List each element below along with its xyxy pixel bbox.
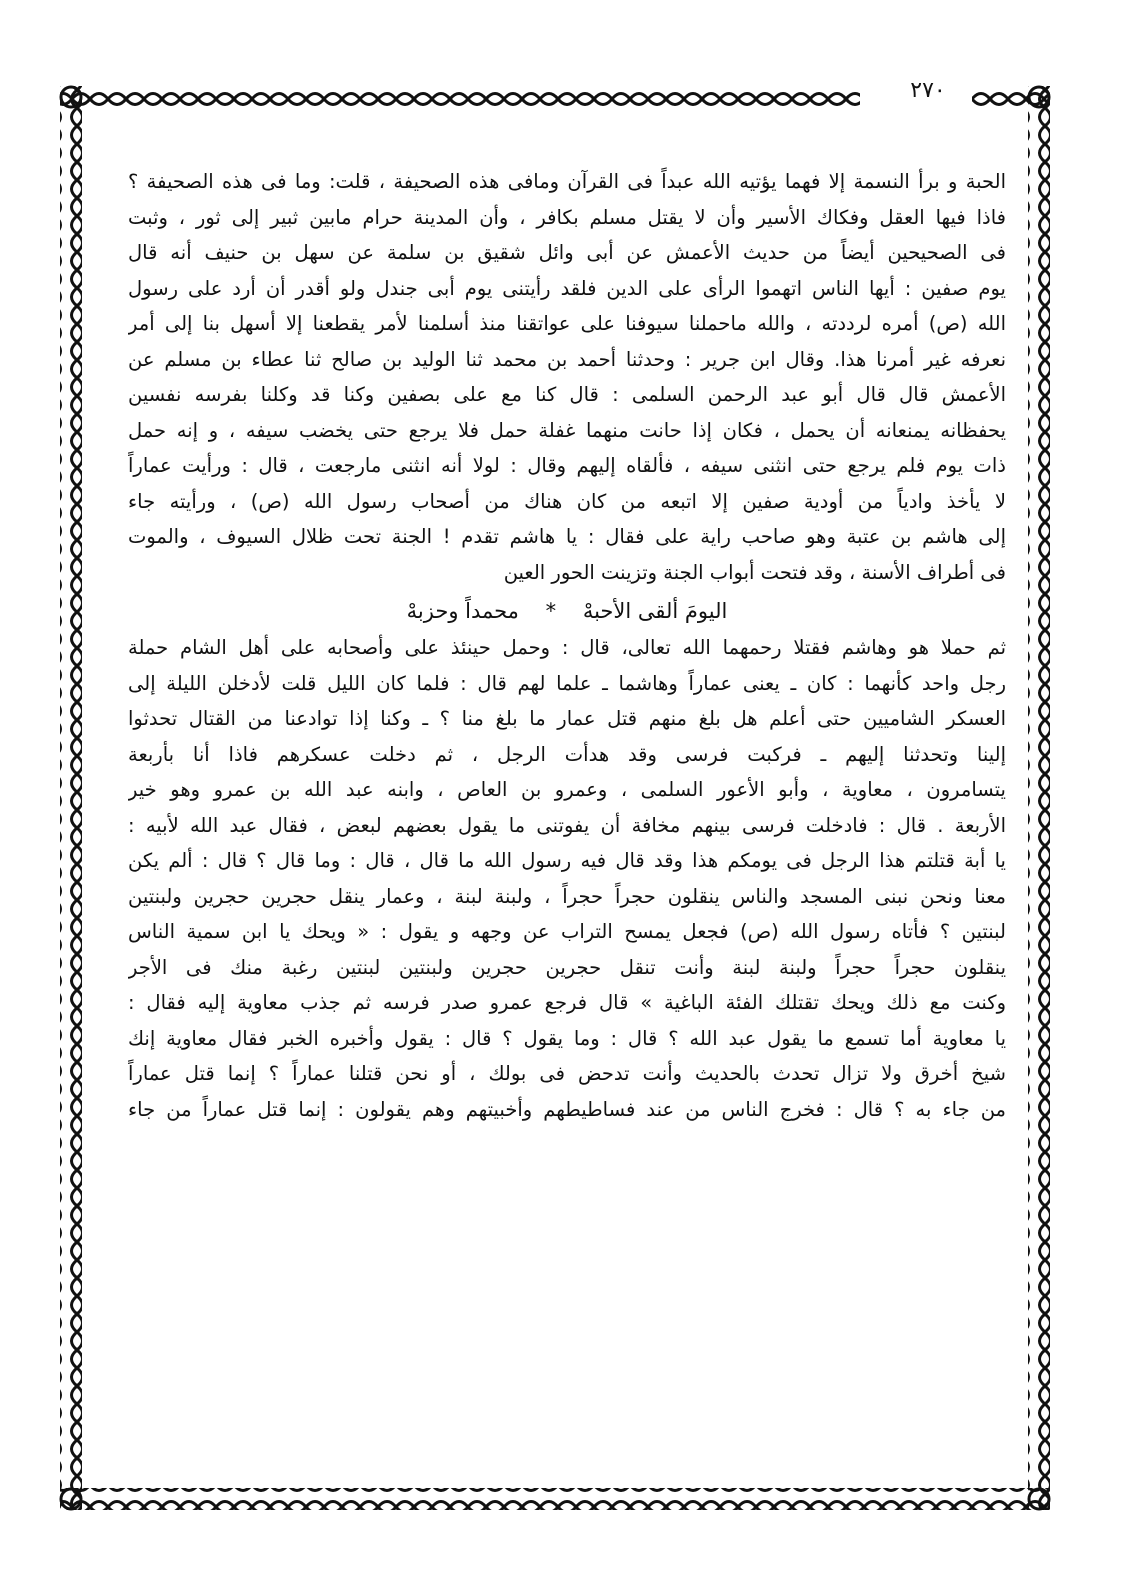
text-line: لبنتين ؟ فأتاه رسول الله (ص) فجعل يمسح التراب عن وجهه و يقول : « ويحك يا ابن سمية الناس xyxy=(128,920,1006,943)
text-line: العسكر الشاميين حتى أعلم هل بلغ منهم قتل عمار ما بلغ منا ؟ ـ وكنا إذا توادعنا من القتال تحدثوا xyxy=(128,707,1006,730)
verse-second-half: محمداً وحزبهْ xyxy=(406,599,519,623)
verse-separator: * xyxy=(545,599,557,623)
text-line: إلينا وتحدثنا إليهم ـ فركبت فرسى وقد هدأت الرجل ، ثم دخلت عسكرهم فاذا أنا بأربعة xyxy=(128,742,1006,766)
text-line: يحفظانه يمنعانه أن يحمل ، فكان إذا حانت منهما غفلة حمل فلا يرجع حتى يخضب سيفه ، و إنه حمل xyxy=(128,418,1006,442)
text-line: يوم صفين : أيها الناس اتهموا الرأى على الدين فلقد رأيتنى يوم أبى جندل ولو أقدر أن أرد على رسول xyxy=(128,276,1006,300)
text-line: ذات يوم فلم يرجع حتى انثنى سيفه ، فألقاه إليهم وقال : لولا أنه انثنى مارجعت ، قال : ورأيت عماراً xyxy=(128,454,1006,477)
text-line: يتسامرون ، معاوية ، وأبو الأعور السلمى ، وعمرو بن العاص ، وابنه عبد الله بن عمرو وهو خير xyxy=(128,778,1006,801)
text-line: يا أبة قتلتم هذا الرجل فى يومكم هذا وقد قال فيه رسول الله ما قال ، قال : وما قال ؟ قال : ألم يكن xyxy=(128,849,1006,872)
text-line: رجل واحد كأنهما : كان ـ يعنى عماراً وهاشما ـ علما لهم قال : فلما كان الليل قلت لأدخلن الليلة إلى xyxy=(128,671,1006,695)
page-body-text xyxy=(128,164,1006,1564)
text-line: الحبة و برأ النسمة إلا فهما يؤتيه الله عبداً فى القرآن ومافى هذه الصحيفة ، قلت: وما فى هذه الصحيفة ؟ xyxy=(128,170,1006,193)
text-line: نعرفه غير أمرنا هذا. وقال ابن جرير : وحدثنا أحمد بن محمد ثنا الوليد بن صالح ثنا عطاء بن مسلم عن xyxy=(128,347,1006,371)
verse-first-half: اليومَ ألقى الأحبهْ xyxy=(582,599,728,623)
text-line: ينقلون حجراً حجراً ولبنة لبنة وأنت تنقل حجرين حجرين ولبنتين لبنتين رغبة منك فى الأجر xyxy=(128,955,1006,979)
poem-verse xyxy=(128,590,1006,630)
text-line: وكنت مع ذلك ويحك تقتلك الفئة الباغية » قال فرجع عمرو صدر فرسه ثم جذب معاوية إليه فقال : xyxy=(128,991,1006,1014)
text-line: الله (ص) أمره لرددته ، والله ماحملنا سيوفنا على عواتقنا منذ أسلمنا لأمر يقطعنا إلا أسهل بنا إلى أمر xyxy=(128,312,1006,335)
text-line: يا معاوية أما تسمع ما يقول عبد الله ؟ قال : وما يقول ؟ قال : يقول وأخبره الخبر فقال معاوية إنك xyxy=(128,1026,1006,1050)
text-line: شيخ أخرق ولا تزال تحدث بالحديث وأنت تدحض فى بولك ، أو نحن قتلنا عماراً ؟ إنما قتل عماراً xyxy=(128,1062,1006,1085)
paragraph-2 xyxy=(128,630,1006,1127)
text-line: معنا ونحن نبنى المسجد والناس ينقلون حجراً حجراً ، ولبنة لبنة ، وعمار ينقل حجرين حجرين ولبنتين xyxy=(128,884,1006,908)
text-line: فاذا فيها العقل وفكاك الأسير وأن لا يقتل مسلم بكافر ، وأن المدينة حرام مابين ثبير إلى ثور ، وثبت xyxy=(128,205,1006,229)
text-line: لا يأخذ وادياً من أودية صفين إلا اتبعه من كان هناك من أصحاب رسول الله (ص) ، ورأيته جاء xyxy=(128,489,1006,513)
text-line: من جاء به ؟ قال : فخرج الناس من عند فساطيطهم وأخبيتهم وهم يقولون : إنما قتل عماراً من جاء xyxy=(128,1097,1006,1121)
text-line: الأربعة . قال : فادخلت فرسى بينهم مخافة أن يفوتنى ما يقول بعضهم لبعض ، فقال عبد الله لأبيه : xyxy=(128,813,1006,837)
page-number: ٢٧٠ xyxy=(910,78,946,103)
text-line: إلى هاشم بن عتبة وهو صاحب راية على فقال : يا هاشم تقدم ! الجنة تحت ظلال السيوف ، والموت xyxy=(128,525,1006,548)
text-line: ثم حملا هو وهاشم فقتلا رحمهما الله تعالى، قال : وحمل حينئذ على وأصحابه على أهل الشام حملة xyxy=(128,636,1006,659)
text-line: الأعمش قال قال أبو عبد الرحمن السلمى : قال كنا مع على بصفين وكنا قد وكلنا بفرسه نفسين xyxy=(128,383,1006,406)
border-right xyxy=(1028,86,1050,1510)
paragraph-1 xyxy=(128,164,1006,590)
border-left xyxy=(60,86,82,1510)
text-line: فى أطراف الأسنة ، وقد فتحت أبواب الجنة وتزينت الحور العين xyxy=(503,560,1006,584)
text-line: فى الصحيحين أيضاً من حديث الأعمش عن أبى وائل شقيق بن سلمة عن سهل بن حنيف أنه قال xyxy=(128,241,1006,264)
border-top xyxy=(60,86,860,108)
